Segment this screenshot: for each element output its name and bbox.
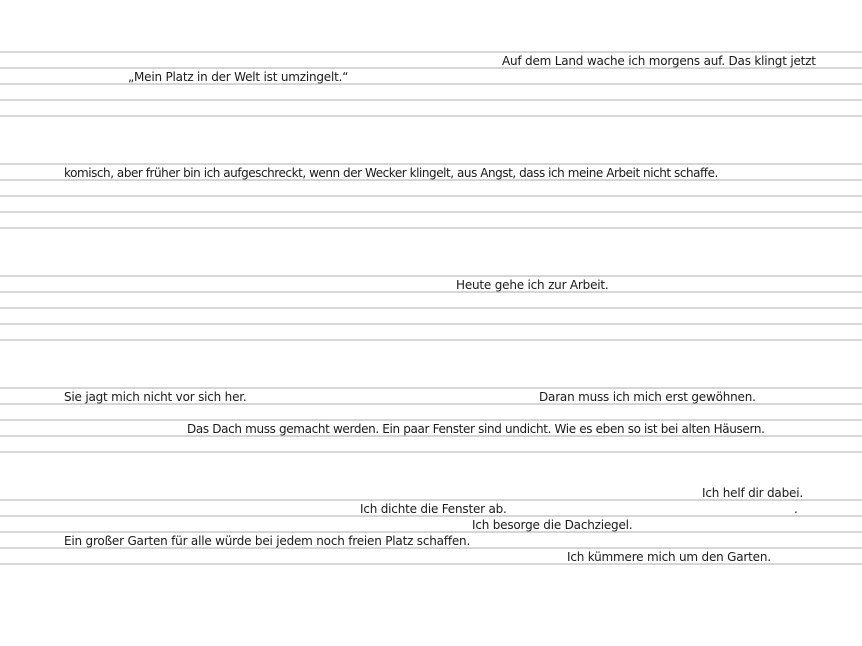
text-line: Sie jagt mich nicht vor sich her. — [64, 390, 247, 404]
ruled-line — [0, 387, 862, 389]
ruled-line — [0, 163, 862, 165]
ruled-line — [0, 99, 862, 101]
ruled-line — [0, 307, 862, 309]
text-line: komisch, aber früher bin ich aufgeschreckt, wenn der Wecker klingelt, aus Angst, dass ich meine Arbeit nicht schaffe. — [64, 166, 718, 180]
ruled-line — [0, 323, 862, 325]
text-line: „Mein Platz in der Welt ist umzingelt.“ — [128, 70, 349, 84]
text-line: Ich besorge die Dachziegel. — [472, 518, 633, 532]
ruled-line — [0, 451, 862, 453]
text-line: . — [794, 502, 798, 516]
ruled-line — [0, 531, 862, 533]
ruled-line — [0, 419, 862, 421]
text-line: Heute gehe ich zur Arbeit. — [456, 278, 609, 292]
text-line: Ein großer Garten für alle würde bei jedem noch freien Platz schaffen. — [64, 534, 471, 548]
ruled-line — [0, 115, 862, 117]
ruled-line — [0, 339, 862, 341]
ruled-line — [0, 211, 862, 213]
text-line: Ich kümmere mich um den Garten. — [567, 550, 771, 564]
text-line: Ich dichte die Fenster ab. — [360, 502, 507, 516]
text-line: Ich helf dir dabei. — [702, 486, 803, 500]
text-line: Auf dem Land wache ich morgens auf. Das klingt jetzt — [502, 54, 816, 68]
ruled-line — [0, 51, 862, 53]
text-line: Daran muss ich mich erst gewöhnen. — [539, 390, 756, 404]
text-line: Das Dach muss gemacht werden. Ein paar Fenster sind undicht. Wie es eben so ist bei alten Häusern. — [187, 422, 765, 436]
ruled-line — [0, 195, 862, 197]
ruled-line — [0, 227, 862, 229]
ruled-line — [0, 275, 862, 277]
ruled-line — [0, 291, 862, 293]
